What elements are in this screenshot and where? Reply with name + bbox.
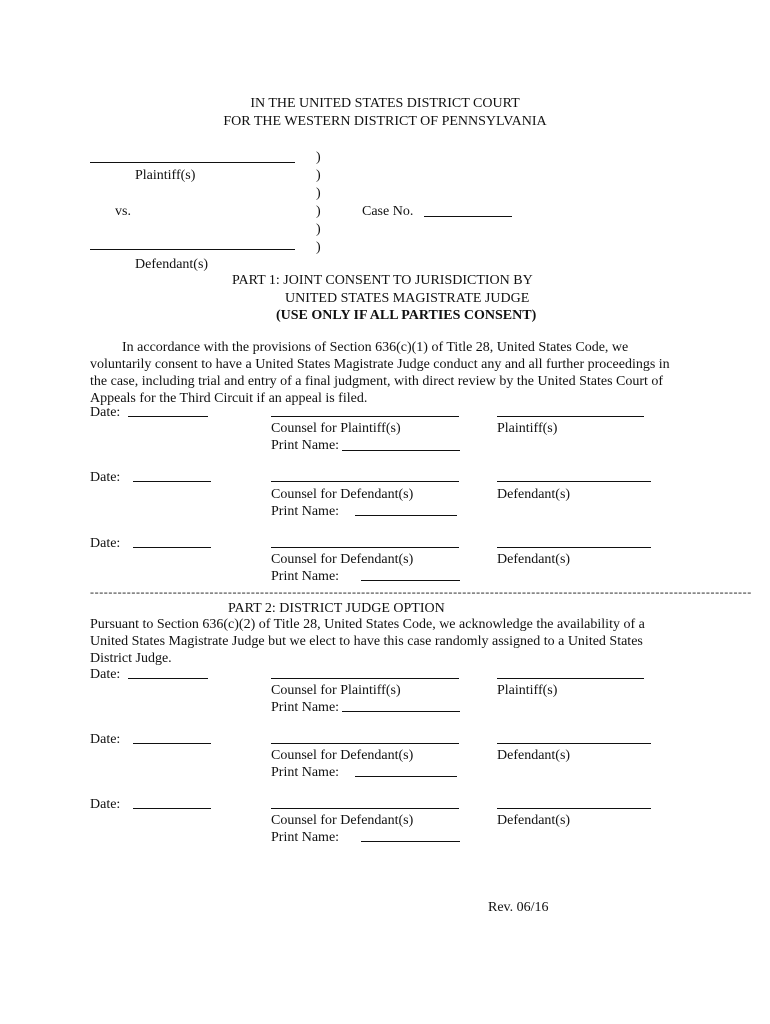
counsel-label: Counsel for Defendant(s) <box>271 487 414 502</box>
part1-body: In accordance with the provisions of Section 636(c)(1) of Title 28, United States Code, we voluntarily consent to have a United States Magistrate Judge conduct any and all further proceedings in the case, including trial and entry of a final judgment, with direct review by the United States Court of Appeals for the Third Circuit if an appeal is filed. <box>90 340 670 406</box>
part1-subtitle: UNITED STATES MAGISTRATE JUDGE <box>285 291 530 306</box>
party-label: Defendant(s) <box>497 813 571 828</box>
print-name-field[interactable] <box>361 841 460 842</box>
print-name-field[interactable] <box>361 580 460 581</box>
counsel-label: Counsel for Defendant(s) <box>271 813 414 828</box>
print-name-label: Print Name: <box>271 504 340 519</box>
print-name-label: Print Name: <box>271 438 340 453</box>
party-signature-field[interactable] <box>497 678 644 679</box>
part1-instruction: (USE ONLY IF ALL PARTIES CONSENT) <box>276 308 537 323</box>
party-signature-field[interactable] <box>497 808 651 809</box>
counsel-signature-field[interactable] <box>271 481 459 482</box>
party-label: Defendant(s) <box>497 552 571 567</box>
district-name: FOR THE WESTERN DISTRICT OF PENNSYLVANIA <box>223 114 547 129</box>
date-field[interactable] <box>133 481 211 482</box>
part1-title: PART 1: JOINT CONSENT TO JURISDICTION BY <box>232 273 533 288</box>
party-label: Plaintiff(s) <box>497 421 558 436</box>
counsel-label: Counsel for Plaintiff(s) <box>271 683 401 698</box>
defendant-label: Defendant(s) <box>135 257 209 272</box>
counsel-signature-field[interactable] <box>271 547 459 548</box>
party-label: Defendant(s) <box>497 487 571 502</box>
plaintiff-name-field[interactable] <box>90 162 295 163</box>
case-no-field[interactable] <box>424 216 512 217</box>
date-label: Date: <box>90 536 121 551</box>
section-separator: ------------------------------------------------------------------------------------------------------------------------------------------------ <box>90 585 752 599</box>
counsel-signature-field[interactable] <box>271 678 459 679</box>
print-name-field[interactable] <box>355 776 457 777</box>
plaintiff-label: Plaintiff(s) <box>135 168 196 183</box>
court-name: IN THE UNITED STATES DISTRICT COURT <box>250 96 520 111</box>
revision-label: Rev. 06/16 <box>488 900 549 915</box>
party-signature-field[interactable] <box>497 481 651 482</box>
caption-paren: ) <box>316 186 321 201</box>
counsel-label: Counsel for Defendant(s) <box>271 748 414 763</box>
date-label: Date: <box>90 667 121 682</box>
party-label: Defendant(s) <box>497 748 571 763</box>
date-label: Date: <box>90 797 121 812</box>
party-label: Plaintiff(s) <box>497 683 558 698</box>
caption-paren: ) <box>316 222 321 237</box>
date-label: Date: <box>90 405 121 420</box>
defendant-name-field[interactable] <box>90 249 295 250</box>
caption-paren: ) <box>316 150 321 165</box>
date-field[interactable] <box>133 743 211 744</box>
party-signature-field[interactable] <box>497 416 644 417</box>
date-label: Date: <box>90 732 121 747</box>
caption-paren: ) <box>316 240 321 255</box>
date-field[interactable] <box>128 678 208 679</box>
case-no-label: Case No. <box>362 204 414 219</box>
part2-body: Pursuant to Section 636(c)(2) of Title 28, United States Code, we acknowledge the availability of a United States Magistrate Judge but we elect to have this case randomly assigned to a United States District Judge. <box>90 617 645 666</box>
print-name-label: Print Name: <box>271 569 340 584</box>
counsel-label: Counsel for Defendant(s) <box>271 552 414 567</box>
caption-paren: ) <box>316 168 321 183</box>
print-name-label: Print Name: <box>271 830 340 845</box>
print-name-field[interactable] <box>355 515 457 516</box>
party-signature-field[interactable] <box>497 743 651 744</box>
party-signature-field[interactable] <box>497 547 651 548</box>
vs-label: vs. <box>115 204 131 219</box>
counsel-signature-field[interactable] <box>271 743 459 744</box>
date-field[interactable] <box>128 416 208 417</box>
print-name-field[interactable] <box>342 450 460 451</box>
date-label: Date: <box>90 470 121 485</box>
print-name-label: Print Name: <box>271 765 340 780</box>
print-name-label: Print Name: <box>271 700 340 715</box>
counsel-signature-field[interactable] <box>271 416 459 417</box>
date-field[interactable] <box>133 547 211 548</box>
print-name-field[interactable] <box>342 711 460 712</box>
counsel-label: Counsel for Plaintiff(s) <box>271 421 401 436</box>
caption-paren: ) <box>316 204 321 219</box>
part2-title: PART 2: DISTRICT JUDGE OPTION <box>228 601 445 616</box>
counsel-signature-field[interactable] <box>271 808 459 809</box>
date-field[interactable] <box>133 808 211 809</box>
